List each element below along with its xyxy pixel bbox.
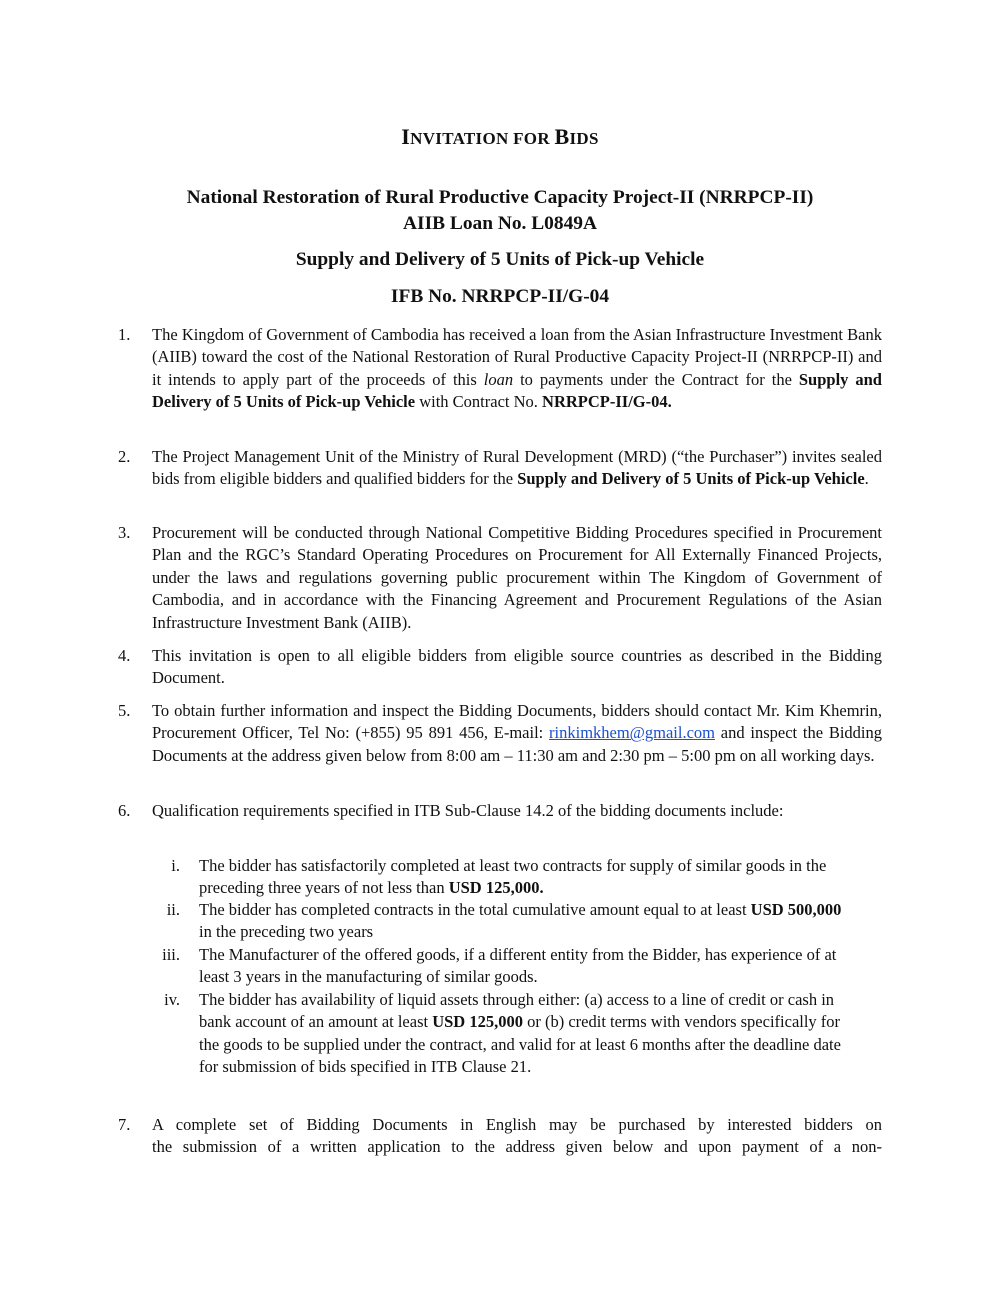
paragraph-body	[152, 1114, 882, 1159]
paragraph-body: Procurement will be conducted through National Competitive Bidding Procedures specified in Procurement Plan and the RGC’s Standard Operating Procedures on Procurement for All Externally Financed Projects, under the laws and regulations governing public procurement within The Kingdom of Government of Cambodia, and in accordance with the Financing Agreement and Procurement Regulations of the Asian Infrastructure Investment Bank (AIIB).	[152, 523, 882, 632]
text: to payments under the Contract for the	[513, 369, 799, 389]
title-initial-2: B	[554, 124, 570, 149]
paragraph-number: 5.	[118, 701, 131, 720]
requirement-number: iii.	[162, 945, 180, 964]
requirement-item	[150, 855, 850, 900]
paragraph-number: 2.	[118, 447, 131, 466]
requirement-number: i.	[171, 856, 180, 875]
requirement-item	[150, 944, 850, 989]
text: in the preceding two years	[199, 922, 374, 942]
text: with Contract No.	[415, 392, 543, 412]
text: and inspect the Bidding Documents at the address given below from 8:00 am – 11:30 am and 2:30 pm – 5:00 pm on all working days.	[152, 723, 882, 765]
title-part-2: IDS	[569, 129, 599, 148]
bold-text: NRRPCP-II/G-04.	[542, 392, 672, 412]
title-part-1: NVITATION FOR	[410, 129, 555, 148]
text: The Kingdom of Government of Cambodia has received a loan from the Asian Infrastructure Investment Bank (AIIB) toward the cost of the National Restoration of Rural Productive Capacity Project-II (NRRPCP-II) and it intends to apply part of the proceeds of this	[152, 325, 882, 389]
text: The Manufacturer of the offered goods, if a different entity from the Bidder, has experience of at least 3 years in the manufacturing of similar goods.	[199, 945, 837, 987]
italic-text: loan	[483, 369, 514, 389]
loan-heading: AIIB Loan No. L0849A	[403, 213, 597, 234]
text: The bidder has completed contracts in the total cumulative amount equal to at least	[199, 900, 751, 919]
ifb-heading: IFB No. NRRPCP-II/G-04	[390, 286, 610, 307]
bold-text: Supply and Delivery of 5 Units of Pick-up Vehicle	[517, 469, 865, 489]
requirement-item	[150, 899, 850, 944]
requirement-number: iv.	[164, 990, 180, 1009]
text: The bidder has satisfactorily completed at least two contracts for supply of similar goods in the preceding three years of not less than	[199, 856, 827, 898]
paragraph-body	[152, 446, 882, 491]
bold-text: USD 125,000	[432, 1012, 523, 1032]
supply-heading: Supply and Delivery of 5 Units of Pick-up Vehicle	[295, 249, 705, 270]
paragraph-number: 4.	[118, 646, 131, 665]
bold-text: Supply and Delivery of 5 Units of Pick-up Vehicle	[152, 369, 882, 412]
paragraph-number: 3.	[118, 523, 131, 542]
paragraph-6	[118, 800, 882, 822]
text: The Project Management Unit of the Ministry of Rural Development (MRD) (“the Purchaser”) invites sealed bids from eligible bidders and qualified bidders for the	[152, 447, 882, 489]
paragraph-body	[152, 324, 882, 414]
text: The bidder has availability of liquid assets through either: (a) access to a line of credit or cash in bank account of an amount at least	[199, 990, 835, 1032]
paragraph-number: 7.	[118, 1115, 131, 1134]
paragraph-body	[152, 700, 882, 767]
page-title	[0, 124, 1000, 150]
bold-text: USD 125,000.	[448, 878, 544, 898]
requirement-text	[199, 855, 850, 900]
paragraph-3	[118, 522, 882, 634]
paragraph-body: This invitation is open to all eligible bidders from eligible source countries as described in the Bidding Document.	[152, 646, 882, 688]
paragraph-number: 6.	[118, 801, 131, 820]
bold-text: USD 500,000	[750, 900, 842, 919]
paragraph-4	[118, 645, 882, 690]
paragraph-1	[118, 324, 882, 414]
requirement-number: ii.	[166, 900, 180, 919]
text: or (b) credit terms with vendors specifically for the goods to be supplied under the contract, and valid for at least 6 months after the deadline date for submission of bids specified in ITB Clause 21.	[199, 1012, 841, 1077]
text-line: the submission of a written application to the address given below and upon payment of a non-	[152, 1137, 882, 1157]
email-link[interactable]: rinkimkhem@gmail.com	[549, 723, 715, 743]
project-heading: National Restoration of Rural Productive Capacity Project-II (NRRPCP-II)	[186, 187, 814, 208]
requirement-item	[150, 989, 850, 1079]
text-line: A complete set of Bidding Documents in English may be purchased by interested bidders on	[152, 1115, 882, 1134]
paragraph-7	[118, 1114, 882, 1159]
title-initial-1: I	[401, 124, 411, 149]
text: To obtain further information and inspect the Bidding Documents, bidders should contact Mr. Kim Khemrin, Procurement Officer, Tel No: (+855) 95 891 456, E-mail:	[152, 701, 882, 743]
paragraph-2	[118, 446, 882, 491]
requirement-text	[199, 989, 850, 1079]
paragraph-body: Qualification requirements specified in ITB Sub-Clause 14.2 of the bidding documents include:	[152, 801, 784, 820]
text: .	[864, 469, 869, 489]
requirement-text	[199, 944, 850, 989]
paragraph-5	[118, 700, 882, 767]
paragraph-number: 1.	[118, 325, 131, 344]
requirement-text	[199, 899, 850, 944]
